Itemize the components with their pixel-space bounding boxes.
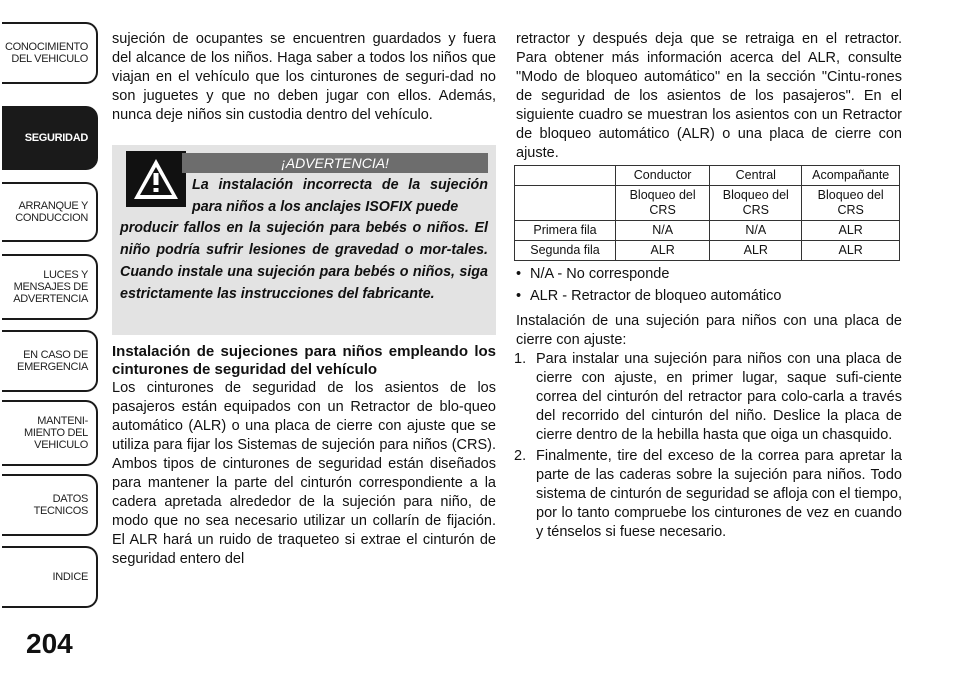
tab-label: SEGURIDAD <box>24 132 88 144</box>
table-header-cell <box>515 166 616 186</box>
table-row <box>515 241 900 261</box>
list-item: • ALR - Retractor de bloqueo automático <box>516 287 902 306</box>
tab-label: ARRANQUE Y <box>18 200 88 212</box>
tab-label: DATOS <box>52 493 88 505</box>
page-number: 204 <box>26 628 73 659</box>
table-cell: Segunda fila <box>515 241 616 261</box>
table-cell: N/A <box>616 221 710 241</box>
tab-luces-y-mensajes[interactable] <box>2 254 98 320</box>
intro-paragraph: sujeción de ocupantes se encuentren guardados y fuera del alcance de los niños. Haga saber a todos los niños que viajan en el vehículo que los cinturones de seguri-dad no son juguetes y que no deben jugar con ellos. Además, nunca deje niños sin custodia dentro del vehículo. <box>112 31 496 123</box>
list-item <box>516 350 902 445</box>
table-cell <box>515 186 616 221</box>
tab-label: LUCES Y <box>43 269 88 281</box>
warning-text-rest: producir fallos en la sujeción para bebés o niños. El niño podría sufrir lesiones de gravedad o mor-tales. Cuando instale una sujeción para bebés o niños, siga estrictamente las instrucciones del fabricante. <box>120 220 488 302</box>
tab-datos-tecnicos[interactable] <box>2 474 98 536</box>
tab-arranque-y-conduccion[interactable] <box>2 182 98 242</box>
table-header-cell: Central <box>710 166 802 186</box>
tab-label: DEL VEHICULO <box>11 53 88 65</box>
tab-seguridad[interactable] <box>2 106 98 170</box>
tab-label: EN CASO DE <box>23 349 88 361</box>
table-subheader-row <box>515 186 900 221</box>
table-cell: Bloqueo del CRS <box>802 186 900 221</box>
tab-conocimiento-del-vehiculo[interactable] <box>2 22 98 84</box>
warning-box <box>112 145 496 335</box>
warning-text-first: La instalación incorrecta de la sujeción para niños a los anclajes ISOFIX puede <box>192 177 488 215</box>
tab-indice[interactable] <box>2 546 98 608</box>
table-cell: ALR <box>802 241 900 261</box>
step-number: 1. <box>514 351 527 367</box>
table-cell: Bloqueo del CRS <box>710 186 802 221</box>
seat-table <box>514 165 900 261</box>
tab-label: VEHICULO <box>34 439 88 451</box>
tab-label: CONOCIMIENTO <box>5 41 88 53</box>
tab-label: EMERGENCIA <box>17 361 88 373</box>
table-cell: ALR <box>710 241 802 261</box>
tab-label: CONDUCCION <box>15 212 88 224</box>
tab-en-caso-de-emergencia[interactable] <box>2 330 98 392</box>
legend-list <box>516 265 902 306</box>
tab-mantenimiento-del-vehiculo[interactable] <box>2 400 98 466</box>
warning-text <box>120 175 488 305</box>
tab-label: MANTENI- <box>37 415 88 427</box>
tab-label: ADVERTENCIA <box>13 293 88 305</box>
install-intro: Instalación de una sujeción para niños con una placa de cierre con ajuste: <box>516 313 902 348</box>
warning-title: ¡ADVERTENCIA! <box>182 153 488 173</box>
step-text: Para instalar una sujeción para niños con una placa de cierre con ajuste, en primer lugar, saque sufi-ciente correa del cinturón del retractor para colo-carla a través del recorrido del cinturón del niño. Deslice la placa de cierre dentro de la hebilla hasta que oiga un chasquido. <box>536 351 902 443</box>
steps-list <box>516 350 902 542</box>
table-header-row <box>515 166 900 186</box>
list-item: • N/A - No corresponde <box>516 265 902 284</box>
list-item <box>516 447 902 542</box>
table-cell: N/A <box>710 221 802 241</box>
table-cell: Bloqueo del CRS <box>616 186 710 221</box>
left-column <box>112 30 496 569</box>
table-cell: Primera fila <box>515 221 616 241</box>
step-text: Finalmente, tire del exceso de la correa para apretar la parte de las caderas sobre la sujeción para niños. Todo sistema de cinturón de seguridad se afloja con el tiempo, por lo tanto compruebe los cinturones de vez en cuando y ténselos si fuese necesario. <box>536 448 902 540</box>
tab-label: MENSAJES DE <box>13 281 88 293</box>
table-cell: ALR <box>802 221 900 241</box>
tab-label: INDICE <box>52 571 88 583</box>
tab-label: MIENTO DEL <box>23 427 88 439</box>
tab-label: TECNICOS <box>33 505 88 517</box>
step-number: 2. <box>514 448 527 464</box>
section-heading: Instalación de sujeciones para niños empleando los cinturones de seguridad del vehículo <box>112 343 496 378</box>
body-paragraph: Los cinturones de seguridad de los asientos de los pasajeros están equipados con un Retractor de blo-queo automático (ALR) o una placa de cierre con ajuste que se utiliza para fijar los Sistemas de sujeción para niños (CRS). Ambos tipos de cinturones de seguridad están diseñados para mantener la parte del cinturón correspondiente a la cadera apretada alrededor de la sujeción para niño, de modo que no sea necesario utilizar un collarín de fijación. El ALR hará un ruido de traqueteo si extrae el cinturón de seguridad entero del <box>112 380 496 567</box>
table-header-cell: Acompañante <box>802 166 900 186</box>
intro-paragraph: retractor y después deja que se retraiga en el retractor. Para obtener más información acerca del ALR, consulte "Modo de bloqueo automático" en la sección "Cintu-rones de seguridad de los asientos de los pasajeros". En el siguiente cuadro se muestran los asientos con un Retractor de bloqueo automático (ALR) o una placa de cierre con ajuste. <box>516 31 902 161</box>
table-header-cell: Conductor <box>616 166 710 186</box>
table-row <box>515 221 900 241</box>
table-cell: ALR <box>616 241 710 261</box>
right-column <box>516 30 902 544</box>
